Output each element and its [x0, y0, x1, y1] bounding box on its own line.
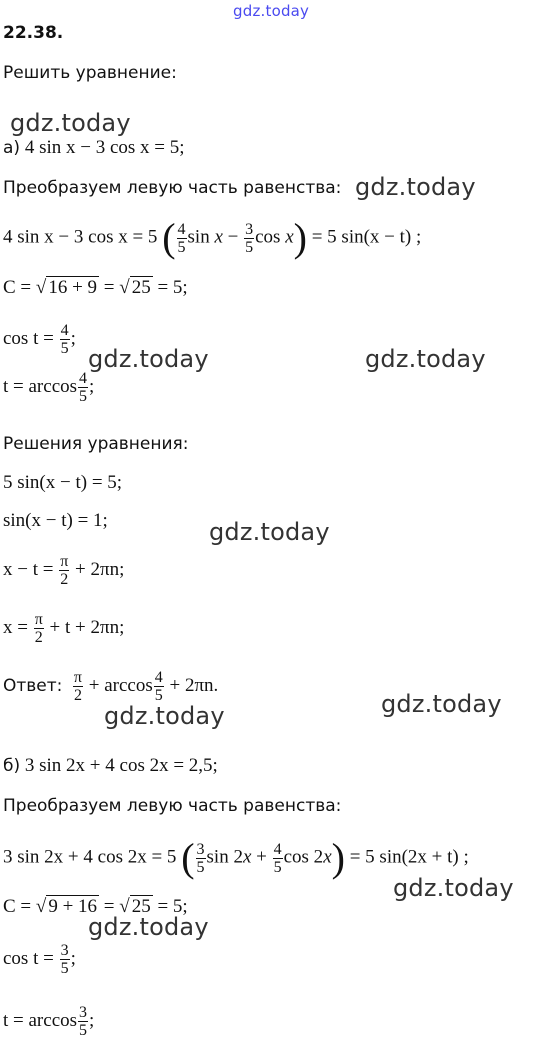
cos-prefix: cos t = [3, 327, 59, 349]
sqrt-radicand: 9 + 16 [48, 896, 98, 917]
part-a-identity: 4 sin x − 3 cos x = 5 ( $\frac{4}{5}$ sin x − $\frac{3}{5}$ cos x) = 5 sin(x − t) ; [3, 215, 422, 260]
fraction: $\frac{4}{5}$ [273, 840, 282, 876]
task-statement: Решить уравнение: [3, 63, 177, 83]
part-a-equation-text: 4 sin x − 3 cos x = 5; [24, 137, 185, 158]
step3-suffix: + 2πn; [70, 558, 125, 580]
part-b-cos-line: cos t = $\frac{3}{5}$ ; [3, 942, 76, 977]
part-b-identity: 3 sin 2x + 4 cos 2x = 5 ( $\frac{3}{5}$ sin 2x + $\frac{4}{5}$ cos 2x) = 5 sin(2x + t) ; [3, 835, 469, 880]
watermark: gdz.today [393, 874, 514, 902]
part-b-transform-label: Преобразуем левую часть равенства: [3, 796, 342, 816]
fraction: $\frac{3}{5}$ [196, 840, 205, 876]
c-prefix: C = [3, 277, 36, 298]
problem-number-text: 22.38 [3, 23, 57, 43]
part-b-label: б) [3, 756, 21, 776]
fraction: $\frac{3}{5}$ [245, 220, 254, 256]
part-b-c-line: C = √ 9 + 16 = √ 25 = 5; [3, 896, 188, 917]
right-paren: ) [331, 835, 345, 880]
part-a-label: а) [3, 138, 21, 158]
solution-step-2: sin(x − t) = 1; [3, 510, 108, 531]
step4-prefix: x = [3, 616, 33, 638]
right-paren: ) [293, 215, 307, 260]
fraction: $\frac{\pi}{2}$ [34, 611, 43, 646]
sqrt-radicand: 16 + 9 [48, 277, 98, 298]
watermark: gdz.today [88, 913, 209, 941]
equals: = [99, 896, 120, 917]
fraction: $\frac{4}{5}$ [154, 669, 163, 704]
c-result: = 5; [152, 896, 188, 917]
watermark: gdz.today [104, 702, 225, 730]
identity-left: 4 sin x − 3 cos x = 5 [3, 226, 158, 248]
problem-number [3, 22, 63, 44]
part-a-cos-line: cos t = $\frac{4}{5}$ ; [3, 322, 76, 357]
c-prefix: C = [3, 896, 36, 917]
identity-right: = 5 sin(2x + t) ; [349, 846, 469, 868]
watermark-top: gdz.today [233, 2, 310, 20]
left-paren: ( [162, 215, 176, 260]
watermark: gdz.today [10, 109, 131, 137]
t-prefix: t = arccos [3, 1009, 78, 1031]
part-b-t-line: t = arccos $\frac{3}{5}$ ; [3, 1004, 95, 1039]
fraction: $\frac{3}{5}$ [60, 942, 69, 977]
sqrt-radicand: 25 [131, 896, 151, 917]
fraction: $\frac{4}{5}$ [60, 322, 69, 357]
part-b-equation [3, 755, 218, 777]
fraction: $\frac{3}{5}$ [79, 1004, 88, 1039]
problem-number-dot: . [56, 23, 64, 43]
sqrt-radicand: 25 [131, 277, 151, 298]
part-a-t-line: t = arccos $\frac{4}{5}$ ; [3, 370, 95, 405]
watermark: gdz.today [381, 690, 502, 718]
equals: = [99, 277, 120, 298]
part-a-transform-label: Преобразуем левую часть равенства: [3, 178, 342, 198]
part-a-c-line: C = √ 16 + 9 = √ 25 = 5; [3, 277, 188, 298]
fraction: $\frac{\pi}{2}$ [60, 553, 69, 588]
watermark: gdz.today [365, 345, 486, 373]
fraction: $\frac{\pi}{2}$ [73, 669, 82, 704]
identity-left: 3 sin 2x + 4 cos 2x = 5 [3, 846, 177, 868]
answer-label: Ответ: [3, 675, 63, 696]
fraction: $\frac{4}{5}$ [177, 220, 186, 256]
cos-prefix: cos t = [3, 947, 59, 969]
answer-arccos: + arccos [83, 674, 153, 696]
left-paren: ( [181, 835, 195, 880]
step3-prefix: x − t = [3, 558, 59, 580]
answer-line [3, 669, 218, 704]
solution-step-3 [3, 553, 124, 588]
solution-step-4 [3, 611, 124, 646]
part-a-equation [3, 137, 185, 159]
part-b-equation-text: 3 sin 2x + 4 cos 2x = 2,5; [24, 755, 218, 776]
c-result: = 5; [152, 277, 188, 298]
fraction: $\frac{4}{5}$ [79, 370, 88, 405]
watermark: gdz.today [209, 518, 330, 546]
t-prefix: t = arccos [3, 375, 78, 397]
identity-right: = 5 sin(x − t) ; [311, 226, 422, 248]
step4-suffix: + t + 2πn; [44, 616, 125, 638]
answer-end: + 2πn. [164, 674, 219, 696]
solution-step-1: 5 sin(x − t) = 5; [3, 472, 123, 493]
solutions-label: Решения уравнения: [3, 434, 189, 454]
watermark: gdz.today [355, 173, 476, 201]
watermark: gdz.today [88, 345, 209, 373]
